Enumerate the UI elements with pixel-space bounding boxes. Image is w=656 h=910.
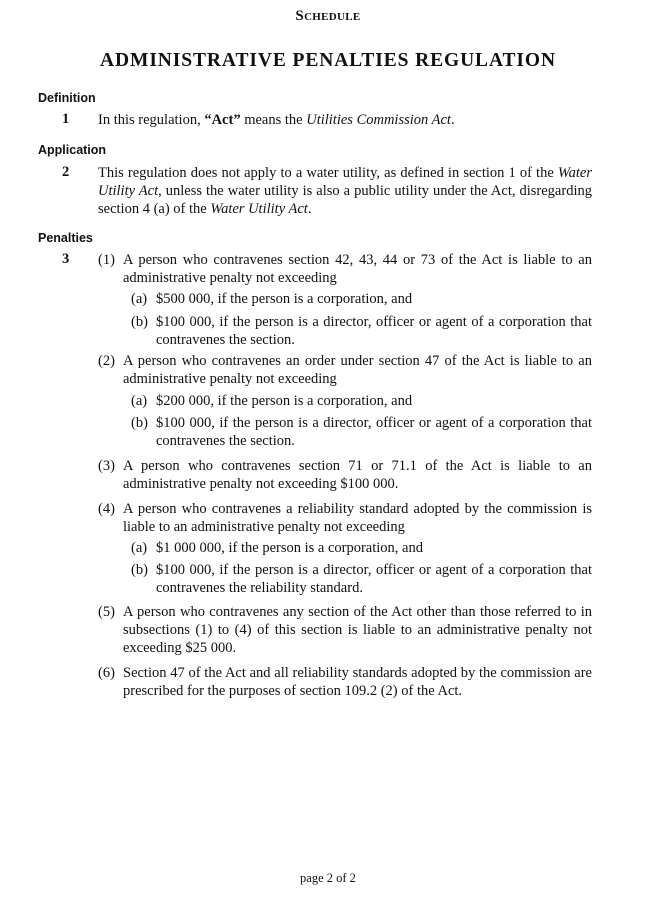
- subsection-text: A person who contravenes any section of the Act other than those referred to in subsections (1) to (4) of this section is liable to an administrative penalty not exceeding $25 000.: [123, 604, 592, 656]
- subsection-2: [98, 352, 592, 388]
- paragraph-text: $500 000, if the person is a corporation, and: [156, 291, 413, 307]
- subsection-5: [98, 603, 592, 657]
- paragraph-label: (a): [131, 393, 148, 409]
- defined-term: “Act”: [204, 112, 241, 128]
- subsection-label: (4): [98, 501, 115, 517]
- paragraph-1b: [131, 313, 592, 349]
- subsection-label: (3): [98, 458, 115, 474]
- paragraph-2b: [131, 414, 592, 450]
- subsection-4: [98, 500, 592, 536]
- subsection-text: A person who contravenes section 71 or 71.1 of the Act is liable to an administrative penalty not exceeding $100 000.: [123, 458, 592, 492]
- subsection-text: A person who contravenes an order under section 47 of the Act is liable to an administrative penalty not exceeding: [123, 353, 592, 387]
- water-utility-act-2: Water Utility Act: [210, 201, 308, 217]
- subsection-3: [98, 457, 592, 493]
- subsection-label: (5): [98, 604, 115, 620]
- subsection-text: A person who contravenes a reliability standard adopted by the commission is liable to an administrative penalty not exceeding: [123, 501, 592, 535]
- subsection-label: (1): [98, 252, 115, 268]
- paragraph-label: (a): [131, 540, 148, 556]
- subsection-label: (2): [98, 353, 115, 369]
- definition-paragraph: [98, 111, 598, 129]
- paragraph-text: $100 000, if the person is a director, officer or agent of a corporation that contravenes the reliability standard.: [156, 562, 592, 596]
- subsection-6: [98, 664, 592, 700]
- subsection-text: A person who contravenes section 42, 43, 44 or 73 of the Act is liable to an administrative penalty not exceeding: [123, 252, 592, 286]
- definition-heading: Definition: [38, 91, 96, 105]
- paragraph-1a: [131, 290, 592, 308]
- definition-text-middle: means the: [240, 112, 307, 128]
- paragraph-label: (b): [131, 562, 148, 578]
- page-number: page 2 of 2: [300, 871, 356, 885]
- application-heading: Application: [38, 143, 107, 157]
- paragraph-text: $1 000 000, if the person is a corporation, and: [156, 540, 423, 556]
- application-paragraph: [98, 164, 592, 218]
- paragraph-label: (b): [131, 415, 148, 431]
- definition-text-before: In this regulation,: [98, 112, 205, 128]
- act-name: Utilities Commission Act: [306, 112, 451, 128]
- paragraph-text: $200 000, if the person is a corporation, and: [156, 393, 413, 409]
- subsection-text: Section 47 of the Act and all reliability standards adopted by the commission are prescribed for the purposes of section 109.2 (2) of the Act.: [123, 665, 592, 699]
- section-number-2: 2: [62, 164, 70, 180]
- paragraph-4b: [131, 561, 592, 597]
- water-utility-act-1: Water Utility Act: [98, 165, 592, 199]
- page-title: ADMINISTRATIVE PENALTIES REGULATION: [100, 50, 556, 71]
- paragraph-text: $100 000, if the person is a director, officer or agent of a corporation that contravenes the section.: [156, 415, 592, 449]
- paragraph-label: (a): [131, 291, 148, 307]
- application-text-3: .: [307, 201, 312, 217]
- subsection-1: [98, 251, 592, 287]
- paragraph-label: (b): [131, 314, 148, 330]
- section-number-1: 1: [62, 111, 70, 127]
- definition-text-after: .: [450, 112, 455, 128]
- penalties-heading: Penalties: [38, 231, 93, 245]
- paragraph-2a: [131, 392, 592, 410]
- section-number-3: 3: [62, 251, 70, 267]
- paragraph-text: $100 000, if the person is a director, officer or agent of a corporation that contravenes the section.: [156, 314, 592, 348]
- application-text-2: , unless the water utility is also a public utility under the Act, disregarding section 4 (a) of the: [98, 183, 592, 217]
- paragraph-4a: [131, 539, 592, 557]
- subsection-label: (6): [98, 665, 115, 681]
- application-text-1: This regulation does not apply to a water utility, as defined in section 1 of the: [98, 165, 558, 181]
- schedule-label: Schedule: [295, 8, 361, 24]
